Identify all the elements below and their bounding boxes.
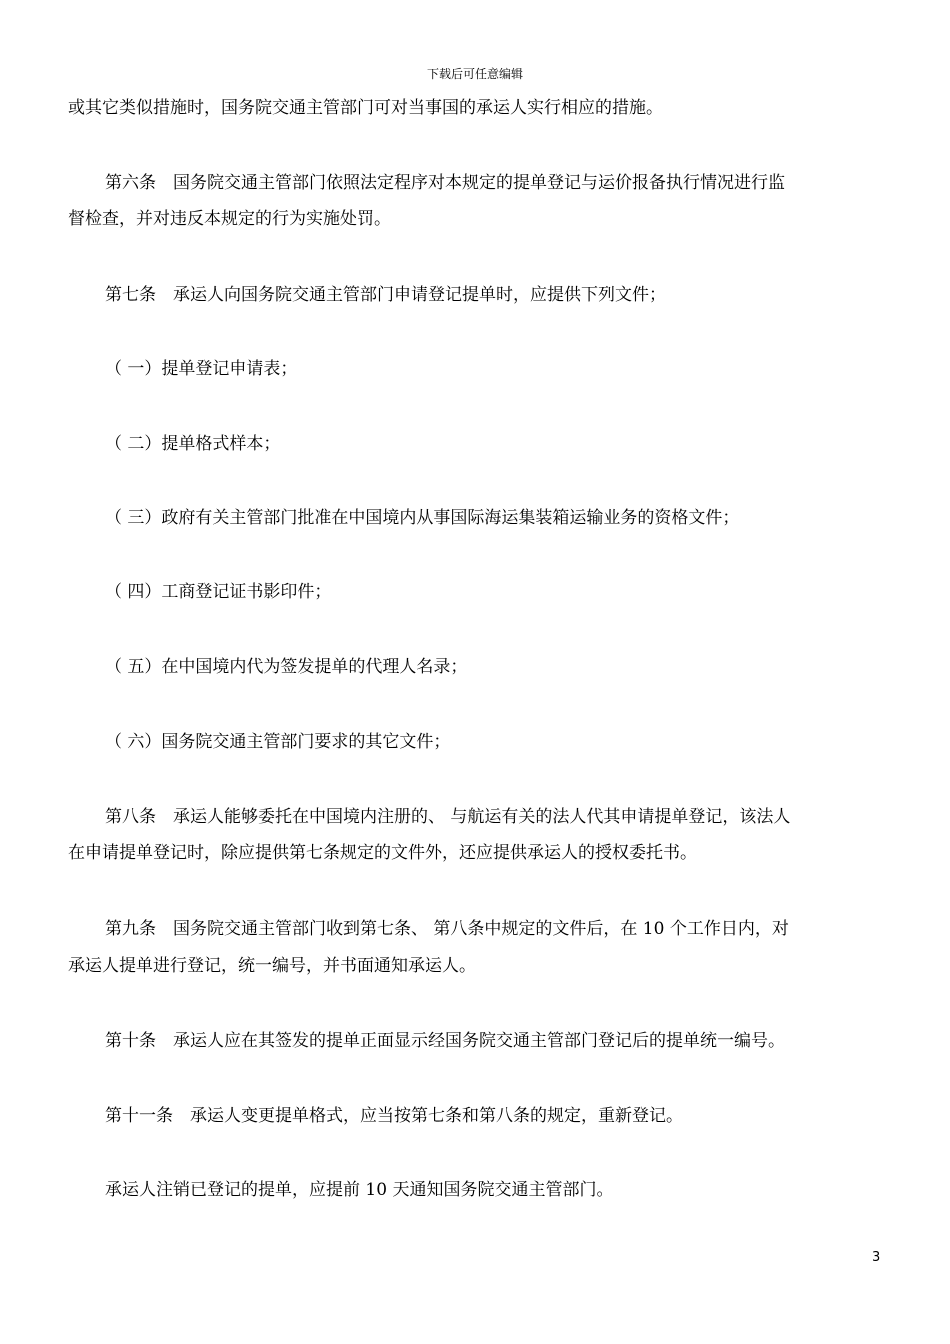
- list-item-5: （ 五）在中国境内代为签发提单的代理人名录；: [105, 657, 468, 677]
- article-6-line-2: 督检查，并对违反本规定的行为实施处罚。: [68, 209, 391, 229]
- list-item-6: （ 六）国务院交通主管部门要求的其它文件；: [105, 732, 451, 752]
- article-8-line-1: 第八条 承运人能够委托在中国境内注册的、 与航运有关的法人代其申请提单登记，该法人: [105, 807, 791, 827]
- list-item-3: （ 三）政府有关主管部门批准在中国境内从事国际海运集装箱运输业务的资格文件；: [105, 508, 740, 528]
- header-note: 下载后可任意编辑: [426, 67, 523, 81]
- article-7: 第七条 承运人向国务院交通主管部门申请登记提单时，应提供下列文件；: [105, 285, 666, 305]
- text-line-article-5-end: 或其它类似措施时，国务院交通主管部门可对当事国的承运人实行相应的措施。: [68, 98, 663, 118]
- article-9-line-2: 承运人提单进行登记，统一编号，并书面通知承运人。: [68, 956, 476, 976]
- list-item-2: （ 二）提单格式样本；: [105, 434, 281, 454]
- article-11-paragraph-2: 承运人注销已登记的提单，应提前 10 天通知国务院交通主管部门。: [105, 1180, 614, 1200]
- list-item-4: （ 四）工商登记证书影印件；: [105, 582, 332, 602]
- list-item-1: （ 一）提单登记申请表；: [105, 359, 298, 379]
- article-8-line-2: 在申请提单登记时，除应提供第七条规定的文件外，还应提供承运人的授权委托书。: [68, 843, 697, 863]
- article-11: 第十一条 承运人变更提单格式，应当按第七条和第八条的规定，重新登记。: [105, 1106, 683, 1126]
- article-9-line-1: 第九条 国务院交通主管部门收到第七条、 第八条中规定的文件后，在 10 个工作日内，对: [105, 919, 789, 939]
- page-number: 3: [872, 1250, 881, 1265]
- article-6-line-1: 第六条 国务院交通主管部门依照法定程序对本规定的提单登记与运价报备执行情况进行监: [105, 173, 785, 193]
- article-10: 第十条 承运人应在其签发的提单正面显示经国务院交通主管部门登记后的提单统一编号。: [105, 1031, 785, 1051]
